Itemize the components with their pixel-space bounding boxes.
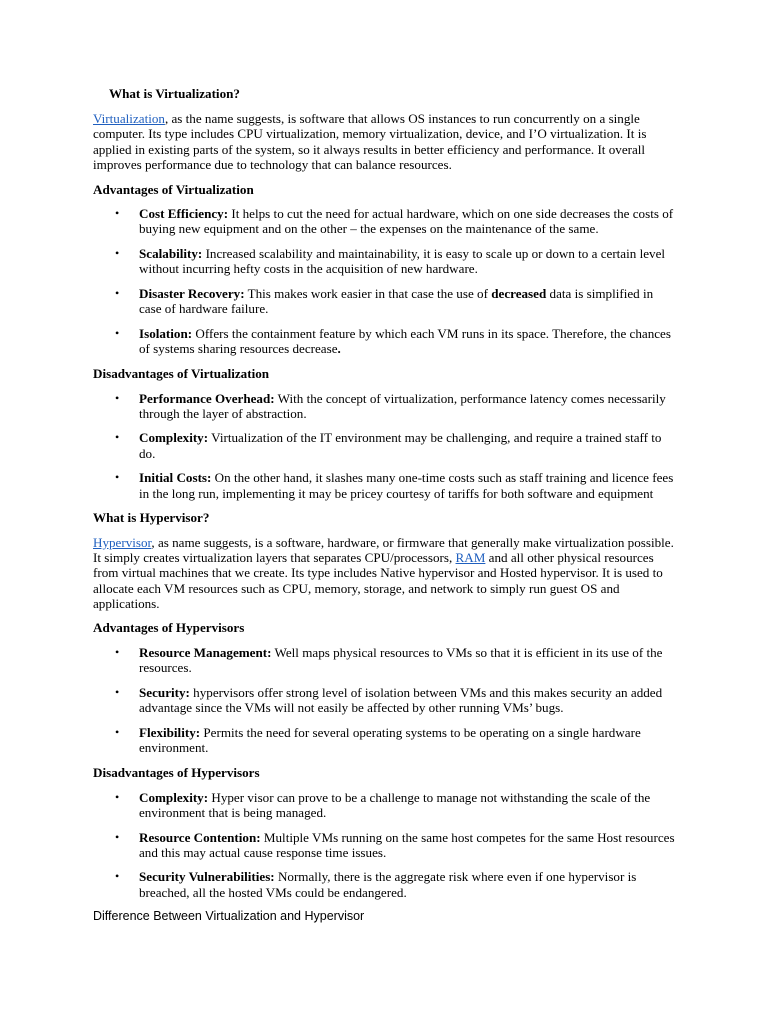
item-term: Complexity: (139, 789, 209, 805)
disadvantages-virtualization-heading: Disadvantages of Virtualization (93, 365, 270, 381)
item-term: Resource Contention: (139, 829, 261, 845)
virtualization-intro-text: , as the name suggests, is software that allows OS instances to run concurrently on a single computer. Its type includes CPU virtualization, memory virtualization, device, and I’O virtualization. It is applied in existing parts of the system, so it always results in better efficiency and performance. It overall improves performance due to technology that can balance resources. (93, 111, 647, 172)
hypervisor-intro-text: and all other physical resources from virtual machines that we create. Its type includes Native hypervisor and Hosted hypervisor. It is used to allocate each VM resources such as CPU, memory, storage, and network to simply run guest OS and applications. (93, 550, 663, 611)
list-item (93, 645, 675, 675)
item-text: Virtualization of the IT environment may be challenging, and require a trained staff to do. (139, 430, 662, 461)
disadvantages-virtualization-list (93, 391, 675, 501)
item-term: Initial Costs: (139, 470, 212, 486)
bullet-icon: • (115, 246, 120, 261)
item-bold-word: decreased (491, 286, 547, 302)
item-text: Normally, there is the aggregate risk where even if one hypervisor is breached, all the hosted VMs could be endangered. (139, 869, 637, 900)
disadvantages-hypervisors-heading: Disadvantages of Hypervisors (93, 764, 260, 780)
bullet-icon: • (115, 829, 120, 844)
list-item (93, 286, 675, 316)
item-term: Complexity: (139, 430, 209, 446)
bullet-icon: • (115, 869, 120, 884)
hypervisor-link[interactable]: Hypervisor (93, 534, 152, 550)
hypervisor-intro-text: , as name suggests, is a software, hardware, or firmware that generally make virtualization possible. It simply creates virtualization layers that separates CPU/processors, (93, 534, 674, 566)
item-text: Well maps physical resources to VMs so that it is efficient in its use of the resources. (139, 645, 663, 676)
advantages-hypervisors-heading: Advantages of Hypervisors (93, 620, 245, 636)
item-term: Cost Efficiency: (139, 206, 229, 222)
bullet-icon: • (115, 390, 120, 405)
item-text: hypervisors offer strong level of isolation between VMs and this makes security an added advantage since the VMs will not easily be affected by other running VMs’ bugs. (139, 685, 663, 716)
list-item (93, 869, 675, 899)
item-text: It helps to cut the need for actual hardware, which on one side decreases the costs of buying new equipment and on the other – the expenses on the maintenance of the same. (139, 206, 674, 237)
item-term: Flexibility: (139, 725, 201, 740)
list-item (93, 725, 675, 755)
ram-link[interactable]: RAM (455, 550, 486, 566)
list-item (93, 206, 675, 236)
list-item (93, 326, 675, 356)
item-term: Resource Management: (139, 645, 272, 661)
item-term: Isolation: (139, 325, 193, 341)
virtualization-link[interactable]: Virtualization (93, 111, 165, 127)
item-term: Disaster Recovery: (139, 286, 245, 302)
item-term: Performance Overhead: (139, 390, 275, 406)
bullet-icon: • (115, 789, 120, 804)
item-text: With the concept of virtualization, performance latency comes necessarily through the layer of abstraction. (139, 390, 666, 421)
page-title: What is Virtualization? (109, 86, 240, 101)
document-page (93, 86, 675, 925)
list-item (93, 246, 675, 276)
item-text: Hyper visor can prove to be a challenge to manage not withstanding the scale of the environment that is being managed. (139, 789, 651, 820)
list-item (93, 790, 675, 820)
item-term: Scalability: (139, 246, 203, 262)
item-text: This makes work easier in that case the use of (244, 286, 492, 302)
list-item (93, 470, 675, 500)
item-text: Offers the containment feature by which each VM runs in its space. Therefore, the chances of systems sharing resources decrease (139, 325, 671, 357)
item-term: Security Vulnerabilities: (139, 869, 275, 885)
difference-heading: Difference Between Virtualization and Hypervisor (93, 909, 365, 924)
item-text: Multiple VMs running on the same host competes for the same Host resources and this may actual cause response time issues. (139, 829, 675, 860)
advantages-hypervisors-list (93, 645, 675, 755)
bullet-icon: • (115, 470, 120, 485)
item-text: data is simplified in case of hardware failure. (139, 286, 654, 317)
advantages-virtualization-list (93, 206, 675, 356)
bullet-icon: • (115, 325, 120, 340)
advantages-virtualization-heading: Advantages of Virtualization (93, 181, 254, 197)
item-text: Permits the need for several operating systems to be operating on a single hardware environment. (139, 725, 641, 756)
item-text: Increased scalability and maintainability, it is easy to scale up or down to a certain level without incurring hefty costs in the acquisition of new hardware. (139, 246, 666, 277)
bullet-icon: • (115, 206, 120, 221)
list-item (93, 830, 675, 860)
list-item (93, 685, 675, 715)
bullet-icon: • (115, 286, 120, 301)
bullet-icon: • (115, 645, 120, 660)
disadvantages-hypervisors-list (93, 790, 675, 900)
hypervisor-intro (93, 535, 675, 611)
item-term: Security: (139, 685, 190, 701)
list-item (93, 430, 675, 460)
bullet-icon: • (115, 685, 120, 700)
item-tail: . (337, 341, 341, 357)
bullet-icon: • (115, 430, 120, 445)
item-text: On the other hand, it slashes many one-time costs such as staff training and licence fees in the long run, implementing it may be pricey courtesy of tariffs for both software and equipment (139, 470, 674, 501)
bullet-icon: • (115, 725, 120, 739)
hypervisor-heading: What is Hypervisor? (93, 510, 210, 526)
list-item (93, 391, 675, 421)
virtualization-intro (93, 111, 675, 172)
